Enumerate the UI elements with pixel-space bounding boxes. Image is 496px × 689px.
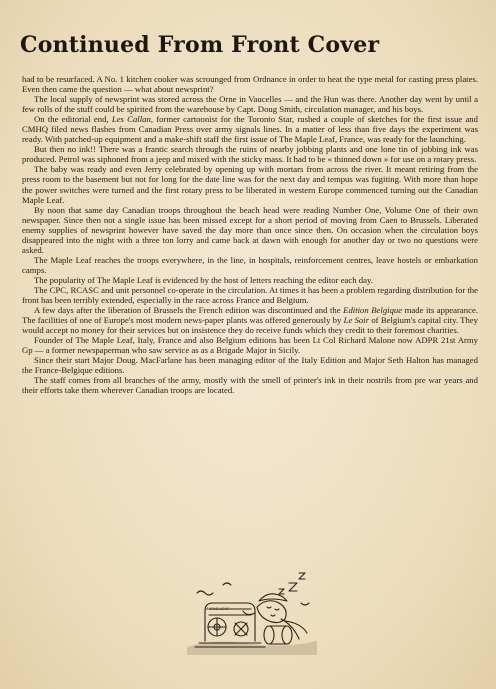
- article-paragraph: The baby was ready and even Jerry celebrated by opening up with mortars from across the river. It meant retiring from the press room to the basement but not for long for the date line was for the next day and tempus was fugiting. With more than hope the power switches were turned and the first rotary press to be liberated in western Europe commenced turning out the Canadian Maple Leaf.: [22, 164, 478, 205]
- article-paragraph: [22, 114, 478, 144]
- article-paragraph: [22, 305, 478, 335]
- page-heading: Continued From Front Cover: [20, 32, 380, 58]
- article-paragraph: The local supply of newsprint was stored across the Orne in Vaucelles — and the Hun was there. Another day went by until a few rolls of the stuff could be spirited from the warehouse by Capt. Doug Smith, circulation manager, and his boys.: [22, 94, 478, 115]
- article-body: [22, 74, 478, 396]
- paragraph-text: On the editorial end,: [34, 114, 112, 125]
- article-paragraph: The CPC, RCASC and unit personnel co-operate in the circulation. At times it has been a problem regarding distribution for the front has been terribly extended, especially in the race across France and Belgium.: [22, 284, 478, 306]
- article-paragraph: The popularity of The Maple Leaf is evidenced by the host of letters reaching the editor each day.: [34, 274, 373, 285]
- article-paragraph: By noon that same day Canadian troops throughout the beach head were reading Number One, Volume One of their own newspaper. Since then not a single issue has been missed except for a short period of moving from Caen to Brussels. Liberated enemy supplies of newsprint however have saved the day more than once since then. On occasion when the circulation boys disappeared into the night with a three ton lorry and came back at dawn with enough for another day or two no questions were asked.: [22, 204, 478, 255]
- cartoon-caption: MAPLE LEAF: [205, 606, 230, 611]
- sleeping-printer-cartoon-icon: [183, 563, 321, 659]
- edition-name: Edition Belgique: [343, 305, 403, 316]
- article-paragraph: Founder of The Maple Leaf, Italy, France and also Belgium editions has been Lt Col Richard Malone now ADPR 21st Army Gp — a former newspaperman who saw service as as a Brigade Major in Sicily.: [22, 335, 478, 356]
- paragraph-text: A few days after the liberation of Brussels the French edition was discontinued and the: [34, 305, 344, 316]
- paragraph-text: of Belgium's capital city. They would accept no money for their services but on insistence they do receive funds which they credit to their foremost charities.: [22, 315, 478, 336]
- newspaper-name: Le Soir: [343, 315, 370, 326]
- article-paragraph: But then no ink!! There was a frantic search through the ruins of nearby jobbing plants and one lone tin of jobbing ink was produced. Petrol was siphoned from a jeep and mixed with the sticky mass. It had to be « thinned down » for use on a rotary press.: [22, 144, 478, 165]
- paragraph-text: , former cartoonist for the Toronto Star, rushed a couple of sketches for the first issue and CMHQ filed news flashes from Canadian Press over army signals lines. In a matter of less than five days the experiment was ready. With patched-up equipment and a make-shift staff the first issue of The Maple Leaf, France, was ready for the launching.: [22, 114, 478, 145]
- cartoonist-name: Les Callan: [111, 114, 151, 125]
- article-paragraph: Since their start Major Doug. MacFarlane has been managing editor of the Italy Edition and Major Seth Halton has managed the France-Belgique editions.: [22, 355, 478, 376]
- article-paragraph: The Maple Leaf reaches the troops everywhere, in the line, in hospitals, reinforcement centres, leave hostels or embarkation camps.: [22, 254, 478, 275]
- article-paragraph: had to be resurfaced. A No. 1 kitchen cooker was scrounged from Ordnance in order to heat the type metal for casting press plates. Even then came the question — what about newsprint?: [22, 74, 478, 95]
- paragraph-text: made its appearance. The facilities of one of Europe's most modern news-paper plants was offered generously by: [22, 305, 478, 326]
- article-paragraph: The staff comes from all branches of the army, mostly with the smell of printer's ink in their nostrils from pre war years and their efforts take them wherever Canadian troops are located.: [22, 375, 478, 396]
